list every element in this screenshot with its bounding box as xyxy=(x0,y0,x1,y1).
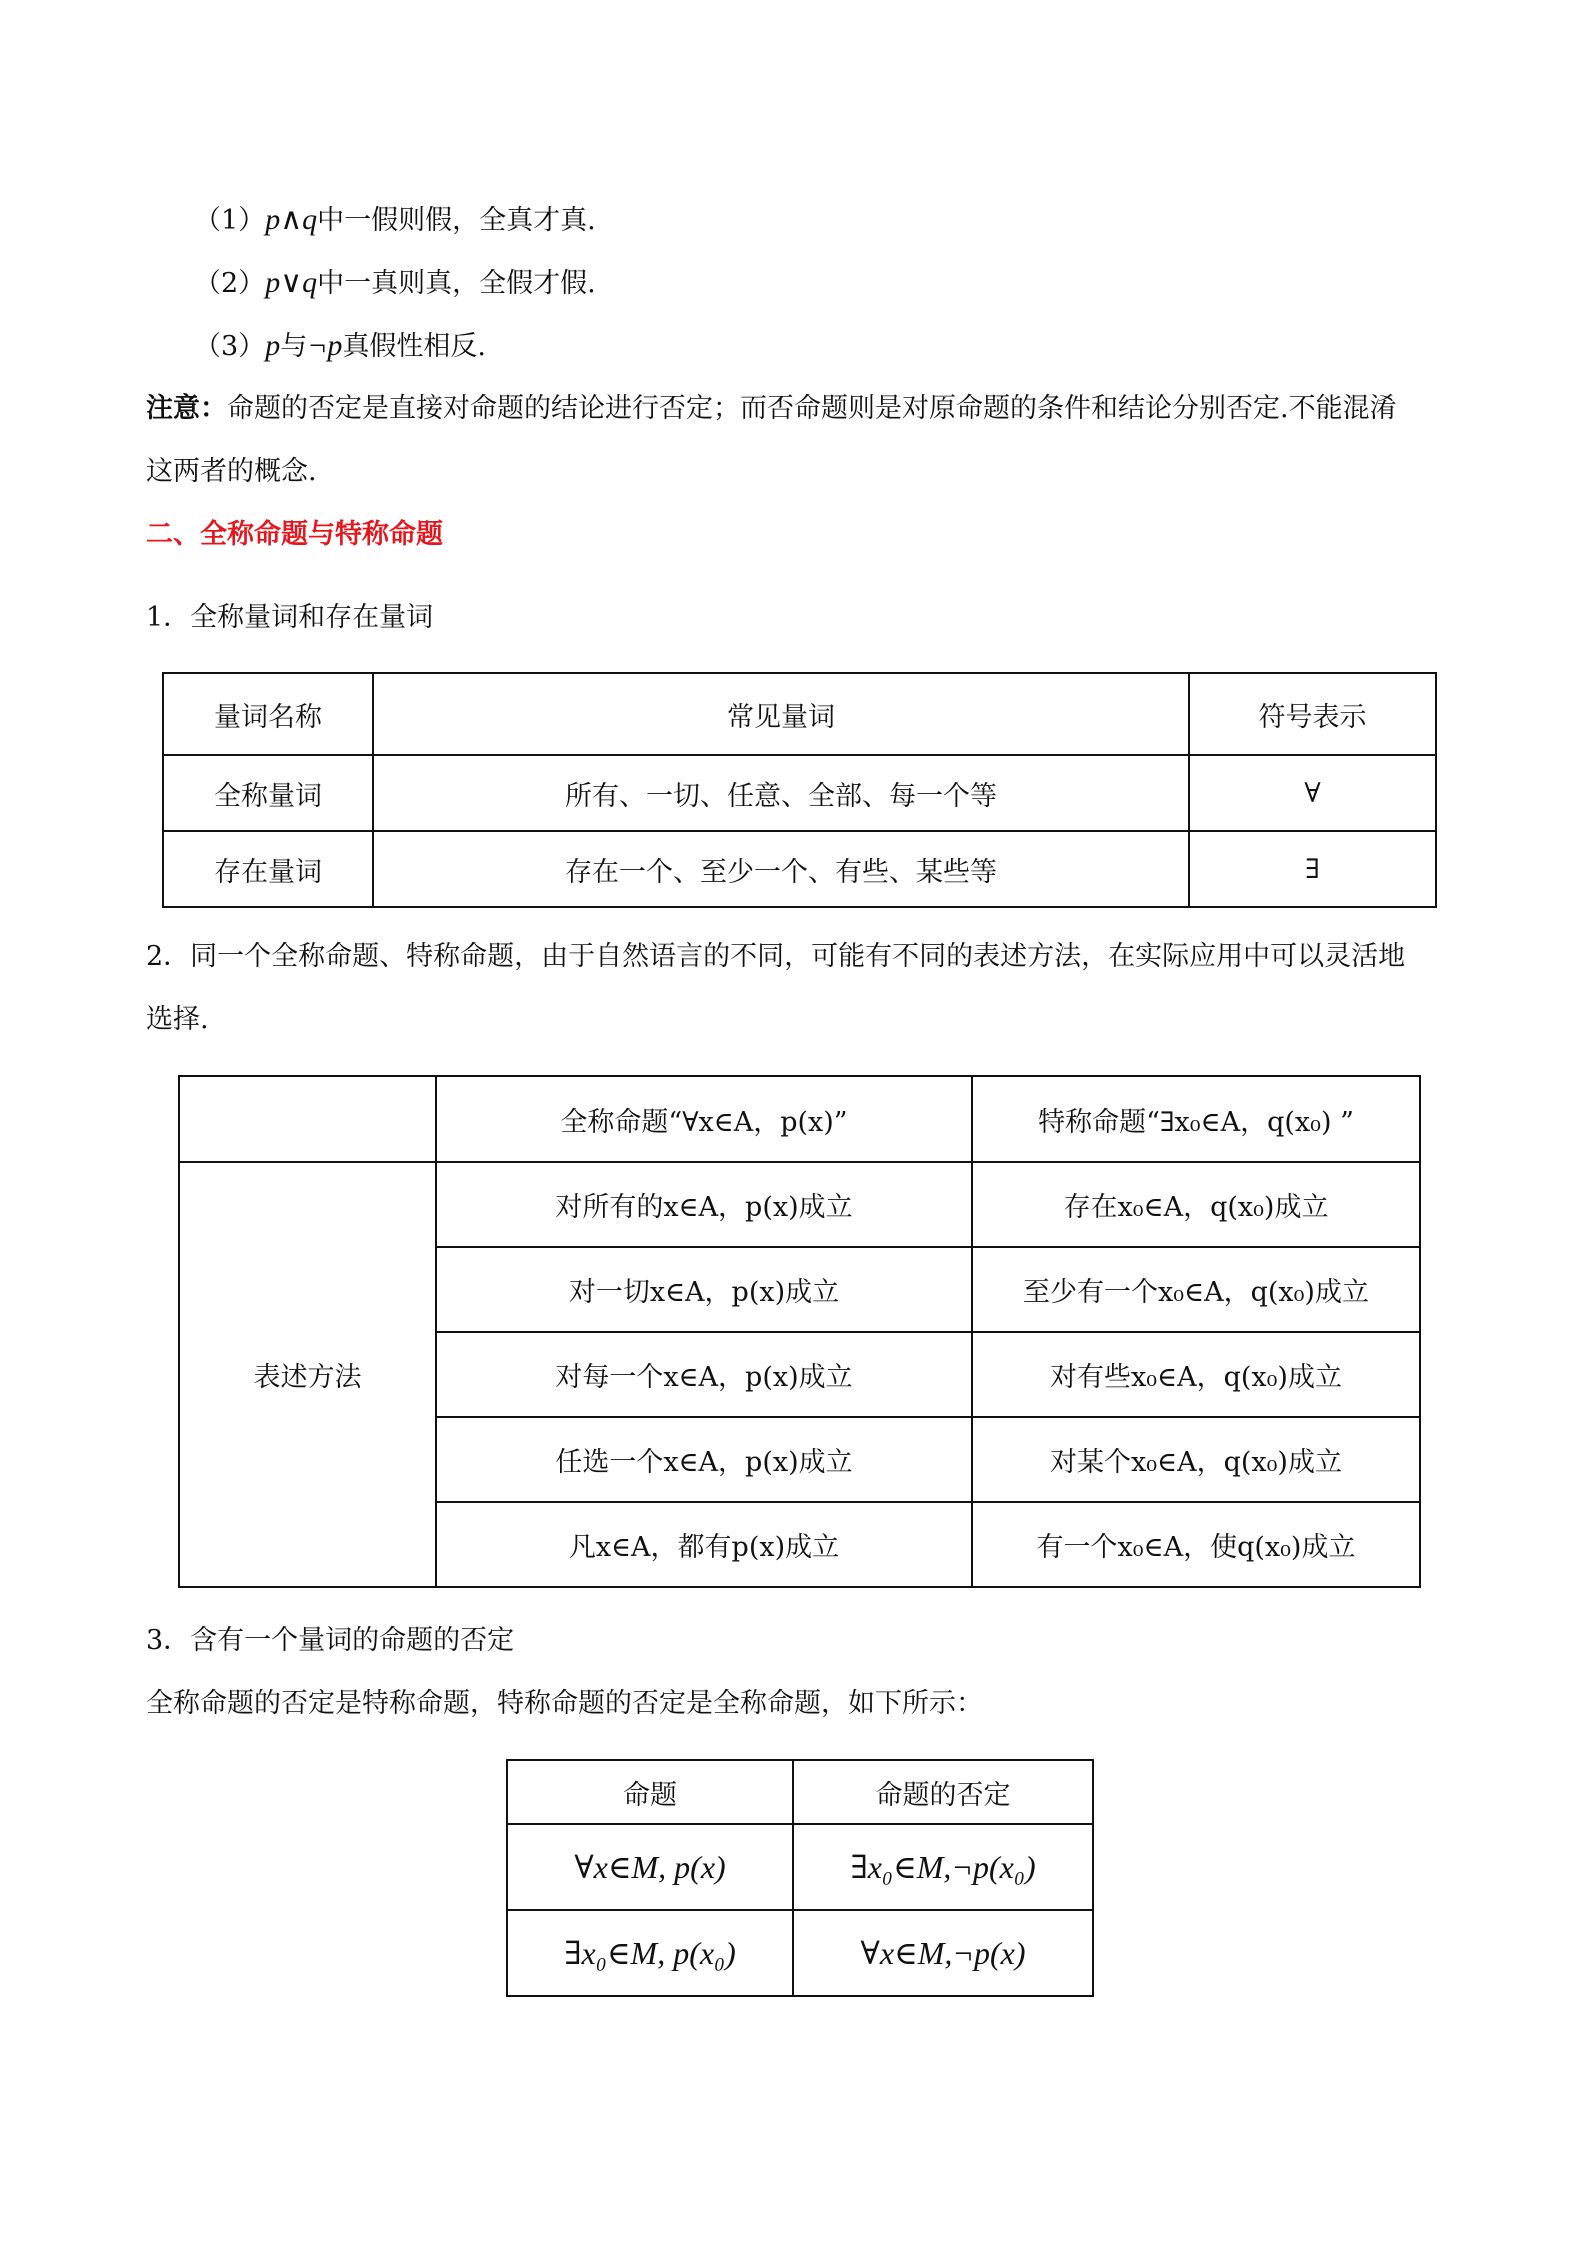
point-3-math2: ¬p xyxy=(307,329,343,362)
negation-header-proposition: 命题 xyxy=(507,1760,793,1824)
proposition-cell: ∀x∈M, p(x) xyxy=(507,1824,793,1910)
existential-expression-cell: 至少有一个x₀∈A，q(x₀)成立 xyxy=(972,1247,1420,1332)
negation-cell: ∃x₀∈M,¬p(x₀) xyxy=(793,1824,1093,1910)
existential-expression-cell: 对某个x₀∈A，q(x₀)成立 xyxy=(972,1417,1420,1502)
point-2-math: p∨q xyxy=(265,266,318,299)
point-3 xyxy=(194,326,486,367)
universal-expression-cell: 任选一个x∈A，p(x)成立 xyxy=(436,1417,972,1502)
point-1 xyxy=(194,200,596,241)
section-2-heading: 二、全称命题与特称命题 xyxy=(146,519,443,550)
existential-expression-cell: 存在x₀∈A，q(x₀)成立 xyxy=(972,1162,1420,1247)
quantifier-symbol-cell: ∃ xyxy=(1189,831,1436,907)
item-2-line-2: 选择. xyxy=(146,1004,209,1035)
expression-header-empty xyxy=(179,1076,436,1162)
point-3-math: p xyxy=(265,329,281,362)
point-1-text: 中一假则假，全真才真. xyxy=(317,205,596,236)
table-row xyxy=(163,755,1436,831)
table-row xyxy=(507,1910,1093,1996)
item-3-title: 3．含有一个量词的命题的否定 xyxy=(146,1625,515,1656)
note-label: 注意： xyxy=(146,393,227,424)
proposition-cell: ∃x₀∈M, p(x₀) xyxy=(507,1910,793,1996)
existential-expression-cell: 对有些x₀∈A，q(x₀)成立 xyxy=(972,1332,1420,1417)
table-row xyxy=(179,1162,1420,1247)
quantifier-common-cell: 存在一个、至少一个、有些、某些等 xyxy=(373,831,1189,907)
note-line-2: 这两者的概念. xyxy=(146,456,317,487)
point-1-prefix: （1） xyxy=(194,205,266,236)
point-2-prefix: （2） xyxy=(194,268,266,299)
table-row xyxy=(507,1824,1093,1910)
negation-table-header xyxy=(507,1760,1093,1824)
point-3-prefix: （3） xyxy=(194,331,266,362)
item-1-title: 1．全称量词和存在量词 xyxy=(146,602,434,633)
point-2-text: 中一真则真，全假才假. xyxy=(317,268,596,299)
note-text-1: 命题的否定是直接对命题的结论进行否定；而否命题则是对原命题的条件和结论分别否定.不能混淆 xyxy=(227,393,1397,424)
negation-header-negation: 命题的否定 xyxy=(793,1760,1093,1824)
quantifier-header-symbol: 符号表示 xyxy=(1189,673,1436,755)
point-2 xyxy=(194,263,596,304)
existential-expression-cell: 有一个x₀∈A，使q(x₀)成立 xyxy=(972,1502,1420,1587)
item-2-line-1: 2．同一个全称命题、特称命题，由于自然语言的不同，可能有不同的表述方法，在实际应用中可以灵活地 xyxy=(146,941,1406,972)
quantifier-name-cell: 全称量词 xyxy=(163,755,373,831)
point-1-math: p∧q xyxy=(265,203,318,236)
expression-table-header xyxy=(179,1076,1420,1162)
quantifier-name-cell: 存在量词 xyxy=(163,831,373,907)
quantifier-common-cell: 所有、一切、任意、全部、每一个等 xyxy=(373,755,1189,831)
quantifier-table xyxy=(162,672,1437,908)
note-line-1 xyxy=(146,389,1397,429)
item-3-text: 全称命题的否定是特称命题，特称命题的否定是全称命题，如下所示： xyxy=(146,1688,983,1719)
table-row xyxy=(163,831,1436,907)
universal-expression-cell: 对一切x∈A，p(x)成立 xyxy=(436,1247,972,1332)
quantifier-header-name: 量词名称 xyxy=(163,673,373,755)
universal-expression-cell: 凡x∈A，都有p(x)成立 xyxy=(436,1502,972,1587)
point-3-text: 真假性相反. xyxy=(342,331,487,362)
quantifier-table-header xyxy=(163,673,1436,755)
point-3-middle: 与 xyxy=(280,331,308,362)
negation-table xyxy=(506,1759,1094,1997)
expression-row-label: 表述方法 xyxy=(179,1162,436,1587)
quantifier-header-common: 常见量词 xyxy=(373,673,1189,755)
universal-expression-cell: 对每一个x∈A，p(x)成立 xyxy=(436,1332,972,1417)
negation-cell: ∀x∈M,¬p(x) xyxy=(793,1910,1093,1996)
expression-header-universal: 全称命题“∀x∈A，p(x)” xyxy=(436,1076,972,1162)
expression-header-existential: 特称命题“∃x₀∈A，q(x₀) ” xyxy=(972,1076,1420,1162)
quantifier-symbol-cell: ∀ xyxy=(1189,755,1436,831)
expression-table xyxy=(178,1075,1421,1588)
universal-expression-cell: 对所有的x∈A，p(x)成立 xyxy=(436,1162,972,1247)
